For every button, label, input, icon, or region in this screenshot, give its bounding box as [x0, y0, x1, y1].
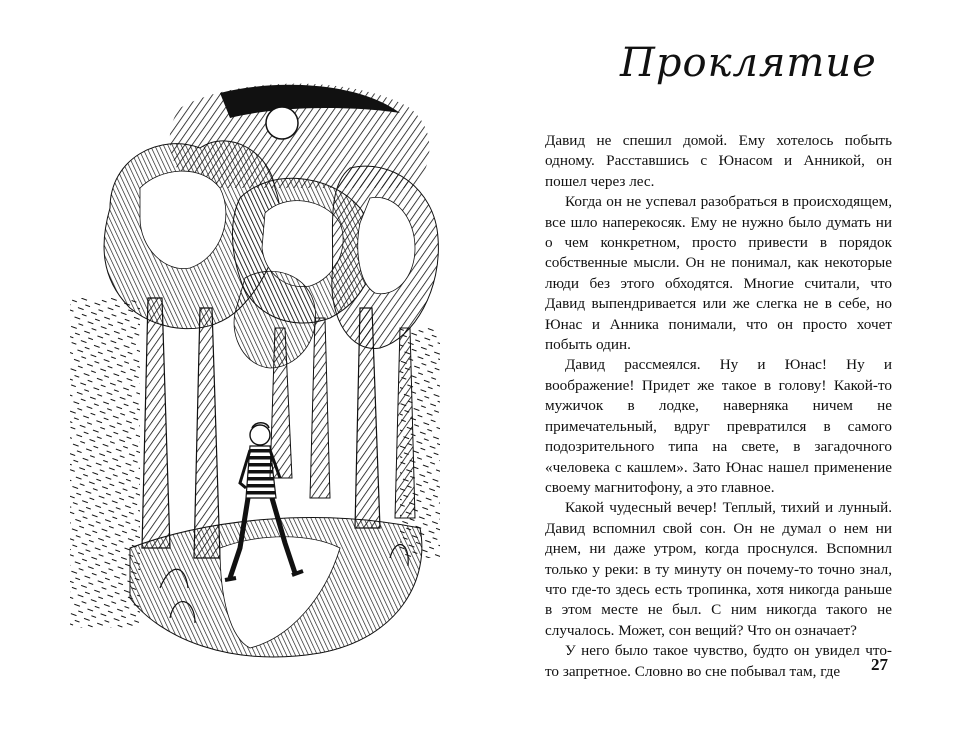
text-page	[545, 0, 895, 735]
forest-illustration	[70, 78, 450, 658]
chapter-title: Проклятие	[620, 40, 877, 86]
paragraph: Какой чудесный вечер! Теплый, тихий и лунный. Давид вспомнил свой сон. Он не думал о нем ни днем, ни даже утром, когда проснулся. Вспомнил только у реки: в ту минуту он почему-то точно знал, что где-то здесь есть тропинка, хотя никогда раньше в этом месте не был. С ним никогда такого не случалось. Может, сон вещий? Что он означает?	[545, 499, 892, 639]
forest-moon-boy-icon	[70, 78, 450, 658]
paragraph: Когда он не успевал разобраться в происходящем, все шло наперекосяк. Ему не нужно было думать ни о чем конкретном, просто привести в порядок собственные мысли. Он не понимал, как некоторые люди без этого обходятся. Многие считали, что Давид выпендривается или же слегка не в себе, но Юнас и Анника понимали, что он просто хочет побыть один.	[545, 193, 892, 354]
paragraph: У него было такое чувство, будто он увидел что-то запретное. Словно во сне побывал там, где	[545, 642, 892, 680]
page-number: 27	[871, 655, 888, 674]
paragraph: Давид не спешил домой. Ему хотелось побыть одному. Расставшись с Юнасом и Анникой, он пошел через лес.	[545, 132, 892, 190]
body-text	[545, 131, 892, 682]
undergrowth-right	[400, 328, 440, 558]
paragraph: Давид рассмеялся. Ну и Юнас! Ну и воображение! Придет же такое в голову! Какой-то мужичок в лодке, наверняка ничем не примечательный, вдруг превратился в самого подозрительного типа на свете, в загадочного «человека с кашлем». Зато Юнас нашел применение своему магнитофону, а это главное.	[545, 356, 892, 496]
moon	[266, 107, 298, 139]
